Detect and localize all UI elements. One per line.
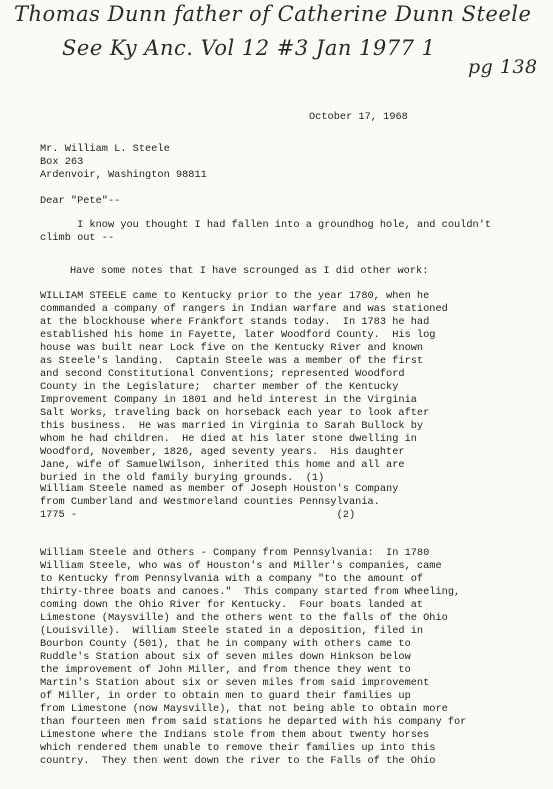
handwritten-note-line-1: Thomas Dunn father of Catherine Dunn Steele	[14, 2, 532, 26]
note-paragraph-3: William Steele and Others - Company from Pennsylvania: In 1780 William Steele, who was of Houston's and Miller's companies, came to Kentucky from Pennsylvania with a company "to the amount of thirty-three boats and canoes." This company started from Wheeling, coming down the Ohio River for Kentucky. Four boats landed at Limestone (Maysville) and the others went to the falls of the Ohio (Louisville). William Steele stated in a deposition, filed in Bourbon County (501), that he in company with others came to Ruddle's Station about six of seven miles down Hinkson below the improvement of John Miller, and from thence they went to Martin's Station about six or seven miles from said improvement of Miller, in order to obtain men to guard their families up from Limestone (now Maysville), that not being able to obtain more than fourteen men from said stations he departed with his company for Limestone where the Indians stole from them about twenty horses which rendered them unable to remove their families up into this country. They then went down the river to the Falls of the Ohio	[40, 547, 467, 767]
handwritten-note-line-2: See Ky Anc. Vol 12 #3 Jan 1977 1	[62, 36, 436, 60]
recipient-address: Mr. William L. Steele Box 263 Ardenvoir, Washington 98811	[40, 143, 207, 181]
handwritten-page-number: pg 138	[468, 56, 538, 78]
note-paragraph-1: WILLIAM STEELE came to Kentucky prior to the year 1780, when he commanded a company of rangers in Indian warfare and was stationed at the blockhouse where Frankfort stands today. In 1783 he had established his home in Fayette, later Woodford County. His log house was built near Lock five on the Kentucky River and known as Steele's landing. Captain Steele was a member of the first and second Constitutional Conventions; represented Woodford County in the Legislature; charter member of the Kentucky Improvement Company in 1801 and held interest in the Virginia Salt Works, traveling back on horseback each year to look after this business. He was married in Virginia to Sarah Bullock by whom he had children. He died at his later stone dwelling in Woodford, November, 1826, aged seventy years. His daughter Jane, wife of SamuelWilson, inherited this home and all are buried in the old family burying grounds. (1)	[40, 290, 448, 484]
letter-date: October 17, 1968	[309, 111, 408, 123]
salutation: Dear "Pete"--	[40, 195, 121, 207]
note-paragraph-2: William Steele named as member of Joseph Houston's Company from Cumberland and Westmoreland counties Pennsylvania. 1775 - (2)	[40, 483, 399, 521]
intro-paragraph: I know you thought I had fallen into a groundhog hole, and couldn't climb out --	[40, 219, 492, 244]
notes-intro: Have some notes that I have scrounged as I did other work:	[70, 265, 429, 277]
